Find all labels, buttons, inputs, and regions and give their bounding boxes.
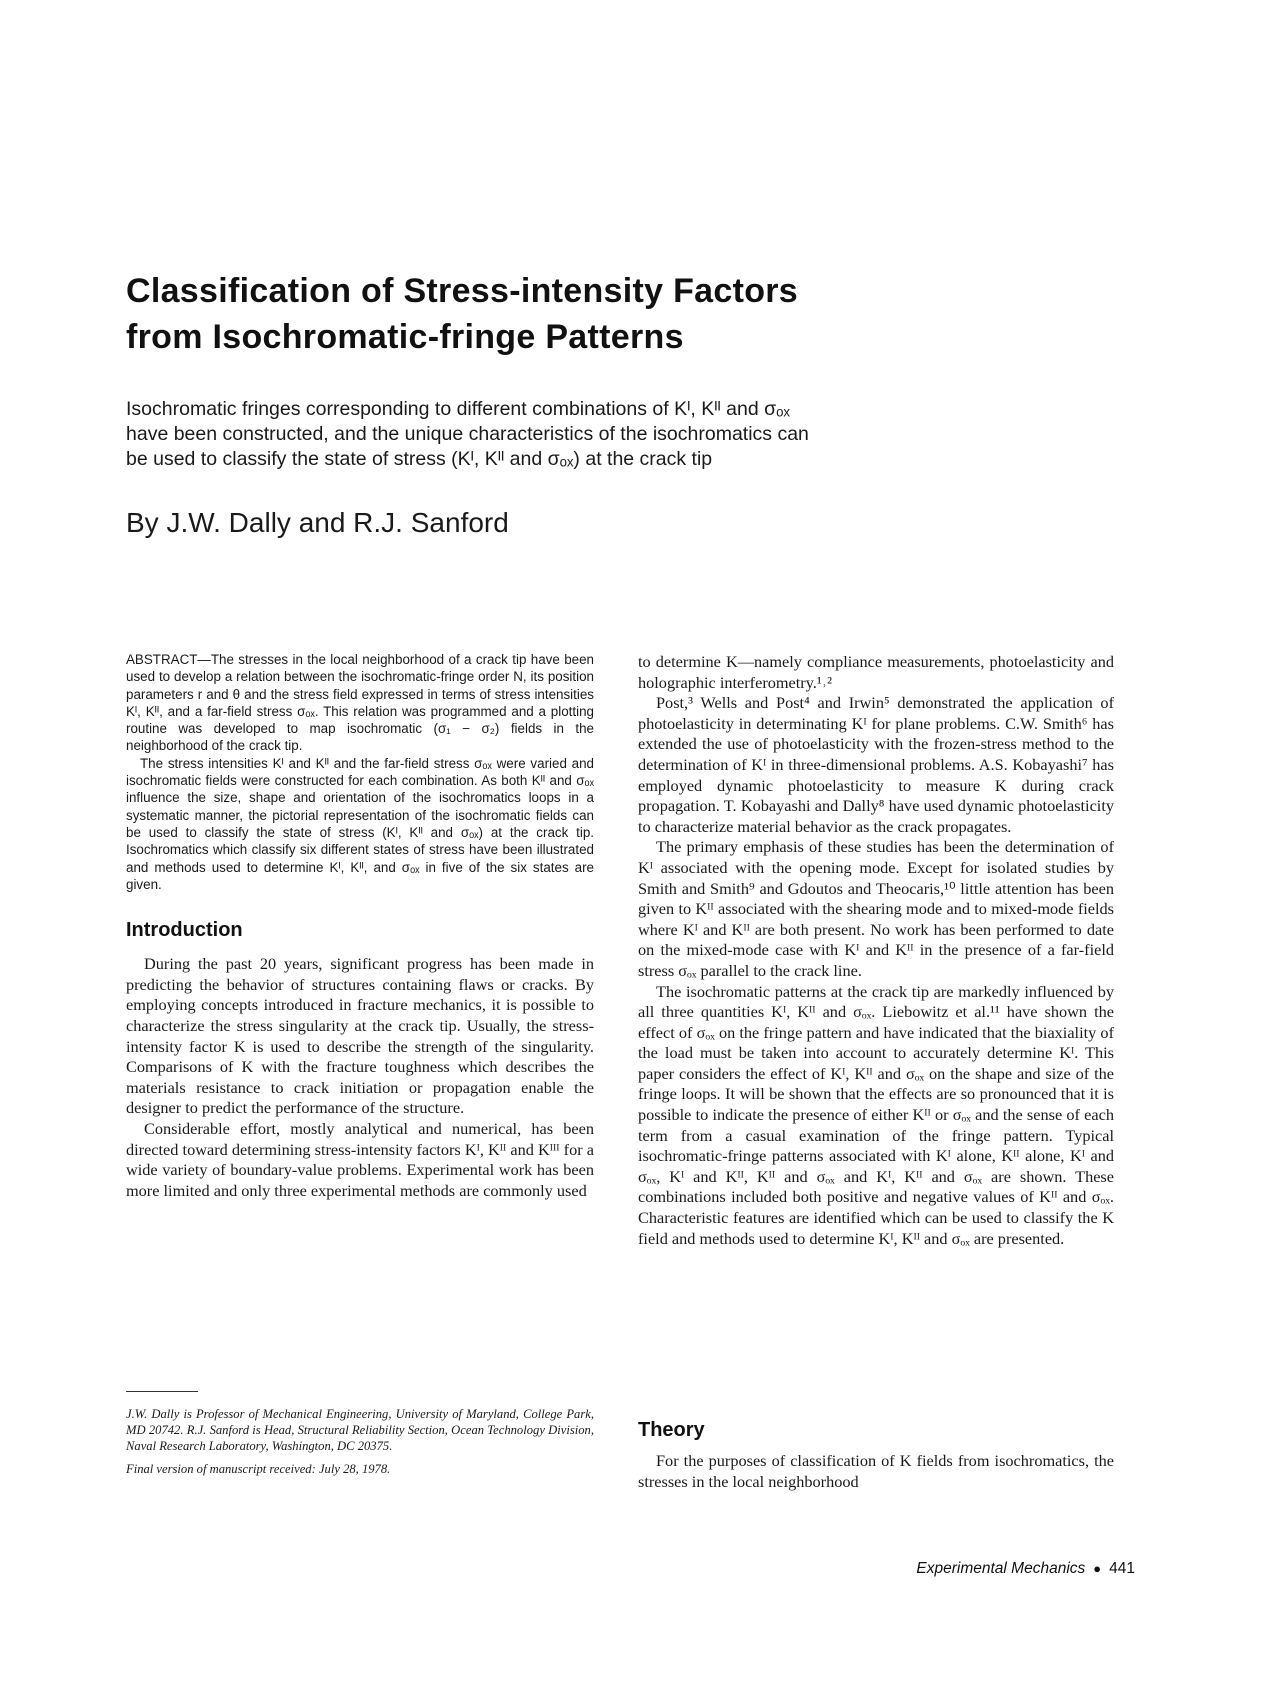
introduction-heading: Introduction [126, 919, 243, 942]
lead-line-1: Isochromatic fringes corresponding to different combinations of Kᴵ, Kᴵᴵ and σₒₓ [126, 398, 790, 420]
intro-paragraph-4: Post,³ Wells and Post⁴ and Irwin⁵ demonstrated the application of photoelasticity in determinating Kᴵ for plane problems. C.W. Smith⁶ has extended the use of photoelasticity with the frozen-stress method to the determination of Kᴵ in three-dimensional problems. A.S. Kobayashi⁷ has employed dynamic photoelasticity to measure K during crack propagation. T. Kobayashi and Dally⁸ have used dynamic photoelasticity to characterize material behavior as the crack propagates. [638, 693, 1114, 836]
footnote-authors: J.W. Dally is Professor of Mechanical Engineering, University of Maryland, College Park, MD 20742. R.J. Sanford is Head, Structural Reliability Section, Ocean Technology Division, Naval Research Laboratory, Washington, DC 20375. [126, 1407, 594, 1454]
lead-summary [126, 397, 906, 472]
introduction-body-left [126, 954, 594, 1201]
right-column [638, 652, 1114, 1249]
intro-paragraph-6: The isochromatic patterns at the crack tip are markedly influenced by all three quantities Kᴵ, Kᴵᴵ and σₒₓ. Liebowitz et al.¹¹ have shown the effect of σₒₓ on the fringe pattern and have indicated that the biaxiality of the load must be taken into account to accurately determine Kᴵ. This paper considers the effect of Kᴵ, Kᴵᴵ and σₒₓ on the shape and size of the fringe loops. It will be shown that the effects are so pronounced that it is possible to indicate the presence of either Kᴵᴵ or σₒₓ and the sense of each term from a casual examination of the fringe pattern. Typical isochromatic-fringe patterns associated with Kᴵ alone, Kᴵᴵ alone, Kᴵ and σₒₓ, Kᴵ and Kᴵᴵ, Kᴵᴵ and σₒₓ and Kᴵ, Kᴵᴵ and σₒₓ are shown. These combinations included both positive and negative values of Kᴵᴵ and σₒₓ. Characteristic features are identified which can be used to classify the K field and methods used to determine Kᴵ, Kᴵᴵ and σₒₓ are presented. [638, 981, 1114, 1248]
page-number: 441 [1109, 1560, 1135, 1577]
author-byline: By J.W. Dally and R.J. Sanford [126, 507, 509, 538]
abstract-paragraph-2: The stress intensities Kᴵ and Kᴵᴵ and the far-field stress σₒₓ were varied and isochromatic fields were constructed for each combination. As both Kᴵᴵ and σₒₓ influence the size, shape and orientation of the isochromatics loops in a systematic manner, the pictorial representation of the isochromatic fields can be used to classify the state of stress (Kᴵ, Kᴵᴵ and σₒₓ) at the crack tip. Isochromatics which classify six different states of stress have been illustrated and methods used to determine Kᴵ, Kᴵᴵ, and σₒₓ in five of the six states are given. [126, 755, 594, 892]
title-line-2: from Isochromatic-fringe Patterns [126, 318, 684, 356]
intro-paragraph-2: Considerable effort, mostly analytical and numerical, has been directed toward determining stress-intensity factors Kᴵ, Kᴵᴵ and Kᴵᴵᴵ for a wide variety of boundary-value problems. Experimental work has been more limited and only three experimental methods are commonly used [126, 1118, 594, 1200]
article-title [126, 268, 1026, 360]
title-line-1: Classification of Stress-intensity Factors [126, 272, 798, 310]
footnote-divider [126, 1391, 198, 1392]
intro-paragraph-5: The primary emphasis of these studies has been the determination of Kᴵ associated with the opening mode. Except for isolated studies by Smith and Smith⁹ and Gdoutos and Theocaris,¹⁰ little attention has been given to Kᴵᴵ associated with the shearing mode and to mixed-mode fields where Kᴵ and Kᴵᴵ are both present. No work has been performed to date on the mixed-mode case with Kᴵ and Kᴵᴵ in the presence of a far-field stress σₒₓ parallel to the crack line. [638, 837, 1114, 980]
footnote-received: Final version of manuscript received: July 28, 1978. [126, 1461, 391, 1476]
introduction-body-right [638, 652, 1114, 1249]
theory-heading: Theory [638, 1419, 705, 1441]
author-footnote [126, 1406, 594, 1477]
intro-paragraph-3: to determine K—namely compliance measurements, photoelasticity and holographic interferometry.¹˒² [638, 652, 1114, 692]
page-footer [916, 1560, 1135, 1578]
left-column [126, 651, 594, 1201]
theory-paragraph-1: For the purposes of classification of K fields from isochromatics, the stresses in the local neighborhood [638, 1451, 1114, 1491]
bullet-icon: ● [1093, 1561, 1102, 1576]
theory-body [638, 1451, 1114, 1492]
lead-line-2: have been constructed, and the unique characteristics of the isochromatics can [126, 423, 809, 445]
abstract-paragraph-1: ABSTRACT—The stresses in the local neighborhood of a crack tip have been used to develop a relation between the isochromatic-fringe order N, its position parameters r and θ and the stress field expressed in terms of stress intensities Kᴵ, Kᴵᴵ, and a far-field stress σₒₓ. This relation was programmed and a plotting routine was developed to map isochromatic (σ₁ − σ₂) fields in the neighborhood of the crack tip. [126, 652, 594, 754]
journal-name: Experimental Mechanics [916, 1560, 1086, 1577]
intro-paragraph-1: During the past 20 years, significant progress has been made in predicting the behavior of structures containing flaws or cracks. By employing concepts introduced in fracture mechanics, it is possible to characterize the stress singularity at the crack tip. Usually, the stress-intensity factor K is used to describe the strength of the singularity. Comparisons of K with the fracture toughness which describes the materials resistance to crack initiation or propagation enable the designer to predict the performance of the structure. [126, 954, 594, 1118]
abstract [126, 651, 594, 893]
lead-line-3: be used to classify the state of stress (Kᴵ, Kᴵᴵ and σₒₓ) at the crack tip [126, 448, 713, 470]
